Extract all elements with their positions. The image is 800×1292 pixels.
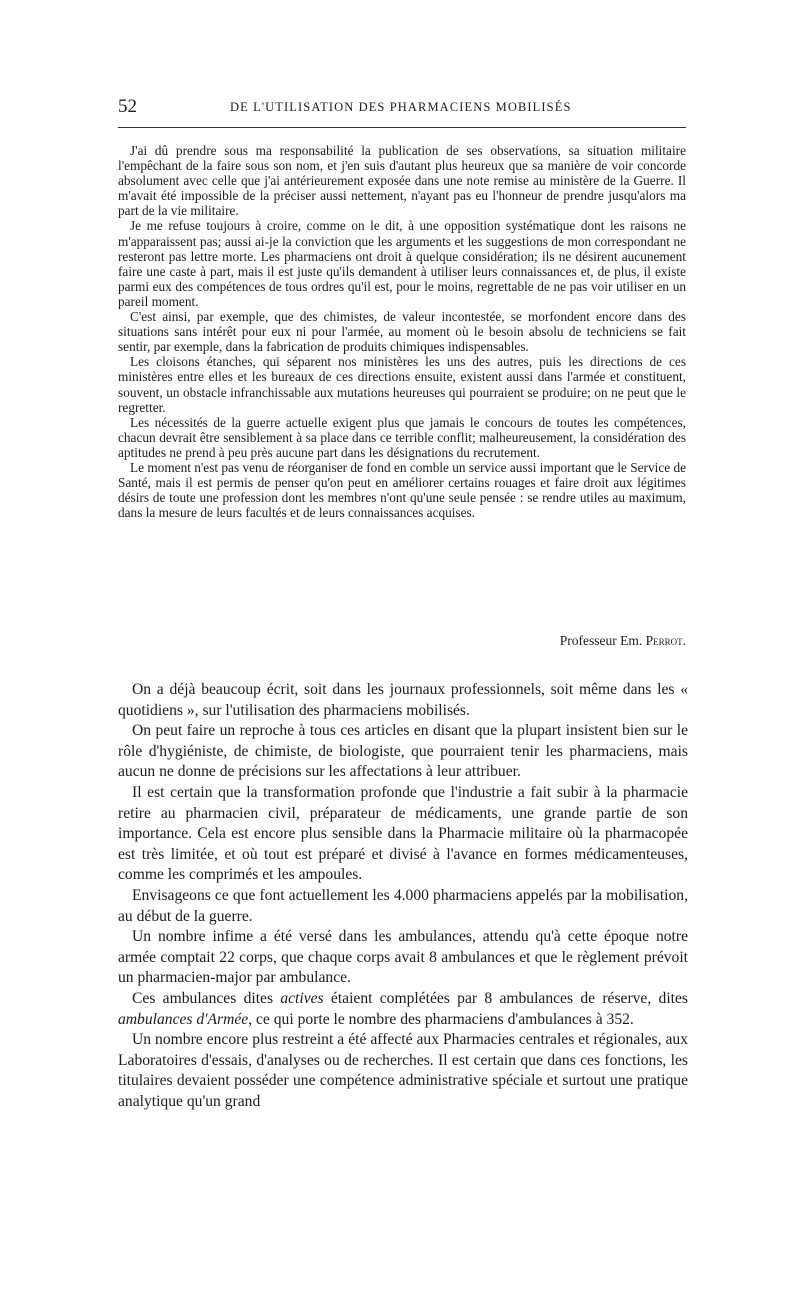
body-paragraph: Il est certain que la transformation profonde que l'industrie a fait subir à la pharmacie retire au pharmacien civil, préparateur de médicaments, une grande partie de son importance. Cela est encore plus sensible dans la Pharmacie militaire où la pharmacopée est très limitée, et où tout est préparé et divisé à l'avance en formes médicamenteuses, comme les comprimés et les ampoules.	[118, 783, 688, 884]
letter-signature	[560, 633, 686, 649]
text-run: , ce qui porte le nombre des pharmaciens d'ambulances à 352.	[248, 1010, 634, 1028]
signature-name: Perrot.	[645, 633, 686, 648]
running-title: DE L'UTILISATION DES PHARMACIENS MOBILISÉS	[230, 100, 572, 114]
letter-paragraph: J'ai dû prendre sous ma responsabilité la publication de ses observations, sa situation militaire l'empêchant de la faire sous son nom, et j'en suis d'autant plus heureux que sa manière de voir concorde absolument avec celle que j'ai antérieurement exposée dans une note remise au ministère de la Guerre. Il m'avait été impossible de la préciser aussi nettement, n'ayant pas eu l'honneur de prendre jusqu'alors ma part de la vie militaire.	[118, 143, 686, 219]
body-paragraph	[118, 989, 688, 1030]
quoted-letter	[118, 143, 686, 520]
header-rule	[118, 127, 686, 128]
letter-paragraph: C'est ainsi, par exemple, que des chimistes, de valeur incontestée, se morfondent encore dans des situations sans intérêt pour eux ni pour l'armée, au moment où le besoin absolu de techniciens se fait sentir, par exemple, dans la fabrication de produits chimiques indispensables.	[118, 309, 686, 355]
body-paragraph: On peut faire un reproche à tous ces articles en disant que la plupart insistent bien sur le rôle d'hygiéniste, de chimiste, de biologiste, que pourraient tenir les pharmaciens, mais aucun ne donne de précisions sur les affectations à leur attribuer.	[118, 722, 688, 781]
text-run: étaient complétées par 8 ambulances de réserve, dites	[323, 989, 688, 1007]
body-paragraph: Un nombre infime a été versé dans les ambulances, attendu qu'à cette époque notre armée comptait 22 corps, que chaque corps avait 8 ambulances et que le règlement prévoit un pharmacien-major par ambulance.	[118, 928, 688, 987]
italic-text: actives	[280, 989, 324, 1007]
body-paragraph: Envisageons ce que font actuellement les 4.000 pharmaciens appelés par la mobilisation, au début de la guerre.	[118, 886, 688, 925]
page-header	[118, 96, 686, 120]
body-paragraph: Un nombre encore plus restreint a été affecté aux Pharmacies centrales et régionales, aux Laboratoires d'essais, d'analyses ou de recherches. Il est certain que dans ces fonctions, les titulaires devaient posséder une compétence administrative spéciale et surtout une pratique analytique qu'un grand	[118, 1031, 688, 1110]
signature-prefix: Professeur Em.	[559, 633, 646, 648]
body-paragraph: On a déjà beaucoup écrit, soit dans les journaux professionnels, soit même dans les « quotidiens », sur l'utilisation des pharmaciens mobilisés.	[118, 681, 688, 719]
page-number: 52	[118, 96, 137, 117]
italic-text: ambulances d'Armée	[118, 1010, 249, 1028]
letter-paragraph: Je me refuse toujours à croire, comme on le dit, à une opposition systématique dont les raisons ne m'apparaissent pas; aussi ai-je la conviction que les arguments et les suggestions de mon correspondant ne resteront pas lettre morte. Les pharmaciens ont droit à quelque considération; ils ne désirent aucunement faire une caste à part, mais il est juste qu'ils demandent à utiliser leurs connaissances et, de plus, il existe parmi eux des compétences de tous ordres qu'il est, pour le moins, regrettable de ne pas voir utiliser en un pareil moment.	[118, 218, 686, 309]
main-text	[118, 680, 688, 1112]
text-run: Ces ambulances dites	[132, 989, 281, 1007]
letter-paragraph: Les nécessités de la guerre actuelle exigent plus que jamais le concours de toutes les compétences, chacun devrait être sensiblement à sa place dans ce terrible conflit; malheureusement, la considération des aptitudes ne prend à peu près aucune part dans les désignations du recrutement.	[118, 414, 686, 460]
letter-paragraph: Le moment n'est pas venu de réorganiser de fond en comble un service aussi important que le Service de Santé, mais il est permis de penser qu'on peut en améliorer certains rouages et faire droit aux légitimes désirs de toute une profession dont les membres n'ont qu'une seule pensée : se rendre utiles au maximum, dans la mesure de leurs facultés et de leurs connaissances acquises.	[118, 459, 687, 521]
letter-paragraph: Les cloisons étanches, qui séparent nos ministères les uns des autres, puis les directions de ces ministères entre elles et les bureaux de ces directions ensuite, existent aussi dans l'armée et constituent, souvent, un obstacle infranchissable aux mutations heureuses qui pourraient se produire; on ne peut que le regretter.	[118, 354, 686, 415]
